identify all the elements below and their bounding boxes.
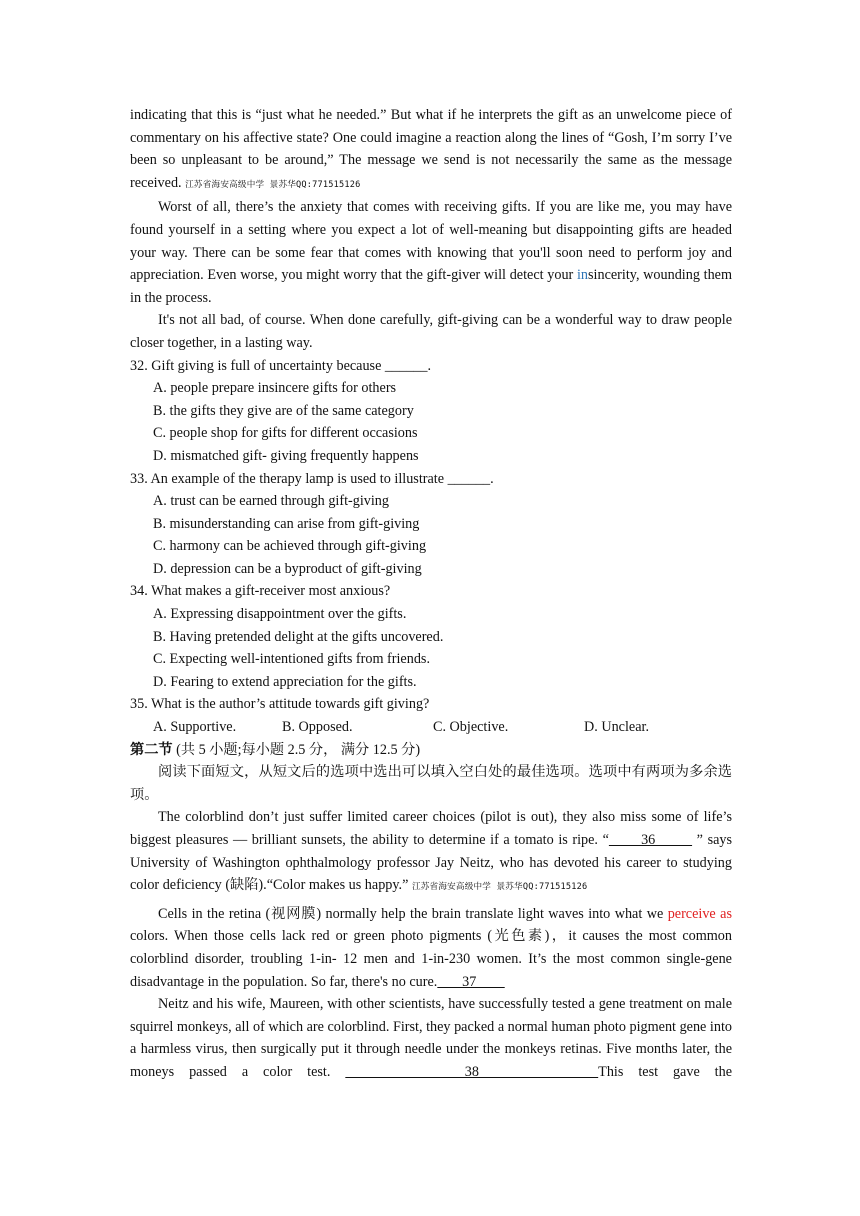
question-stem: 32. Gift giving is full of uncertainty because ______. (130, 357, 432, 374)
option-a: A. Supportive. (153, 719, 237, 736)
option-a: A. trust can be earned through gift-giving (153, 493, 389, 510)
option-b: B. Opposed. (282, 719, 353, 736)
option-c: C. harmony can be achieved through gift-giving (153, 538, 427, 555)
option-b: B. misunderstanding can arise from gift-giving (153, 515, 420, 532)
option-d: D. Fearing to extend appreciation for the gifts. (153, 673, 417, 690)
option-a: A. people prepare insincere gifts for others (153, 380, 397, 397)
question-stem: 34. What makes a gift-receiver most anxious? (130, 583, 391, 600)
document-page (130, 104, 732, 1084)
passage-paragraph: It's not all bad, of course. When done carefully, gift-giving can be a wonderful way to draw people closer together, in a lasting way. (130, 312, 732, 351)
paragraph-text: Cells in the retina (视网膜) normally help the brain translate light waves into what we (158, 905, 668, 922)
paragraph-text: The colorblind don’t just suffer limited career choices (pilot is out), they also miss some of life’s biggest pleasures — brilliant sunsets, the ability to determine if a tomato is ripe. “ (130, 809, 732, 848)
paragraph-text: sincerity, wounding them in the process. (130, 267, 732, 306)
option-c: C. Expecting well-intentioned gifts from friends. (153, 651, 430, 668)
question-stem: 35. What is the author’s attitude towards gift giving? (130, 696, 430, 713)
section-instructions: 阅读下面短文，从短文后的选项中选出可以填入空白处的最佳选项。选项中有两项为多余选项。 (130, 764, 732, 803)
paragraph-text: colors. When those cells lack red or green photo pigments (光色素)，it causes the most common colorblind disorder, troubling 1-in- 12 men and 1-in-230 women. It’s the most common single-gene disadvantage in the population. So far, there's no cure. (130, 928, 732, 990)
watermark-text: 江苏省海安高级中学 景苏华QQ:771515126 (185, 179, 361, 190)
question-33 (130, 468, 732, 581)
highlighted-prefix: in (576, 267, 589, 284)
question-34 (130, 580, 732, 693)
passage-paragraph (130, 993, 732, 1083)
option-c: C. people shop for gifts for different occasions (153, 425, 418, 442)
paragraph-text: Worst of all, there’s the anxiety that comes with receiving gifts. If you are like me, you may have found yourself in a setting where you expect a lot of well-meaning but disappointing gifts are headed your way. There can be some fear that comes with knowing that you'll soon need to perform joy and appreciation. Even worse, you might worry that the gift-giver will detect your (130, 199, 732, 284)
section-number: 第二节 (130, 741, 173, 758)
option-a: A. Expressing disappointment over the gifts. (153, 606, 407, 623)
option-c: C. Objective. (433, 719, 509, 736)
question-stem: 33. An example of the therapy lamp is used to illustrate ______. (130, 470, 494, 487)
section-scoring: (共 5 小题;每小题 2.5 分， 满分 12.5 分) (172, 741, 421, 758)
highlighted-phrase: perceive as (667, 905, 732, 922)
option-b: B. Having pretended delight at the gifts uncovered. (153, 628, 444, 645)
paragraph-text: Neitz and his wife, Maureen, with other scientists, have successfully tested a gene treatment on male squirrel monkeys, all of which are colorblind. First, they packed a normal human photo pigment gene into a harmless virus, then surgically put it through needle under the monkeys retinas. Five months later, the moneys passed a color test. (130, 996, 732, 1080)
paragraph-text: ” says University of Washington ophthalmology professor Jay Neitz, who has devoted his career to studying color deficiency (缺陷).“Color makes us happy.” (130, 832, 733, 894)
blank-36: 36 (608, 832, 693, 848)
passage-paragraph (130, 104, 732, 196)
question-32 (130, 355, 732, 468)
blank-37: 37 (437, 973, 505, 990)
option-b: B. the gifts they give are of the same category (153, 402, 414, 419)
paragraph-text: This test gave the (598, 1063, 733, 1080)
option-row (130, 716, 732, 739)
passage-paragraph (130, 806, 732, 898)
section-heading (130, 739, 732, 762)
passage-paragraph (130, 903, 732, 993)
paragraph-text: indicating that this is “just what he needed.” But what if he interprets the gift as an unwelcome piece of commentary on his affective state? One could imagine a reaction along the lines of “Gosh, I’m sorry I’ve been so unpleasant to be around,” The message we send is not necessarily the same as the message received. (130, 107, 732, 191)
option-d: D. depression can be a byproduct of gift-giving (153, 560, 422, 577)
watermark-text: 江苏省海安高级中学 景苏华QQ:771515126 (411, 882, 588, 893)
option-d: D. mismatched gift- giving frequently happens (153, 447, 419, 464)
blank-38: 38 (345, 1063, 599, 1080)
option-d: D. Unclear. (584, 719, 649, 736)
question-35 (130, 693, 732, 738)
passage-paragraph (130, 196, 732, 309)
